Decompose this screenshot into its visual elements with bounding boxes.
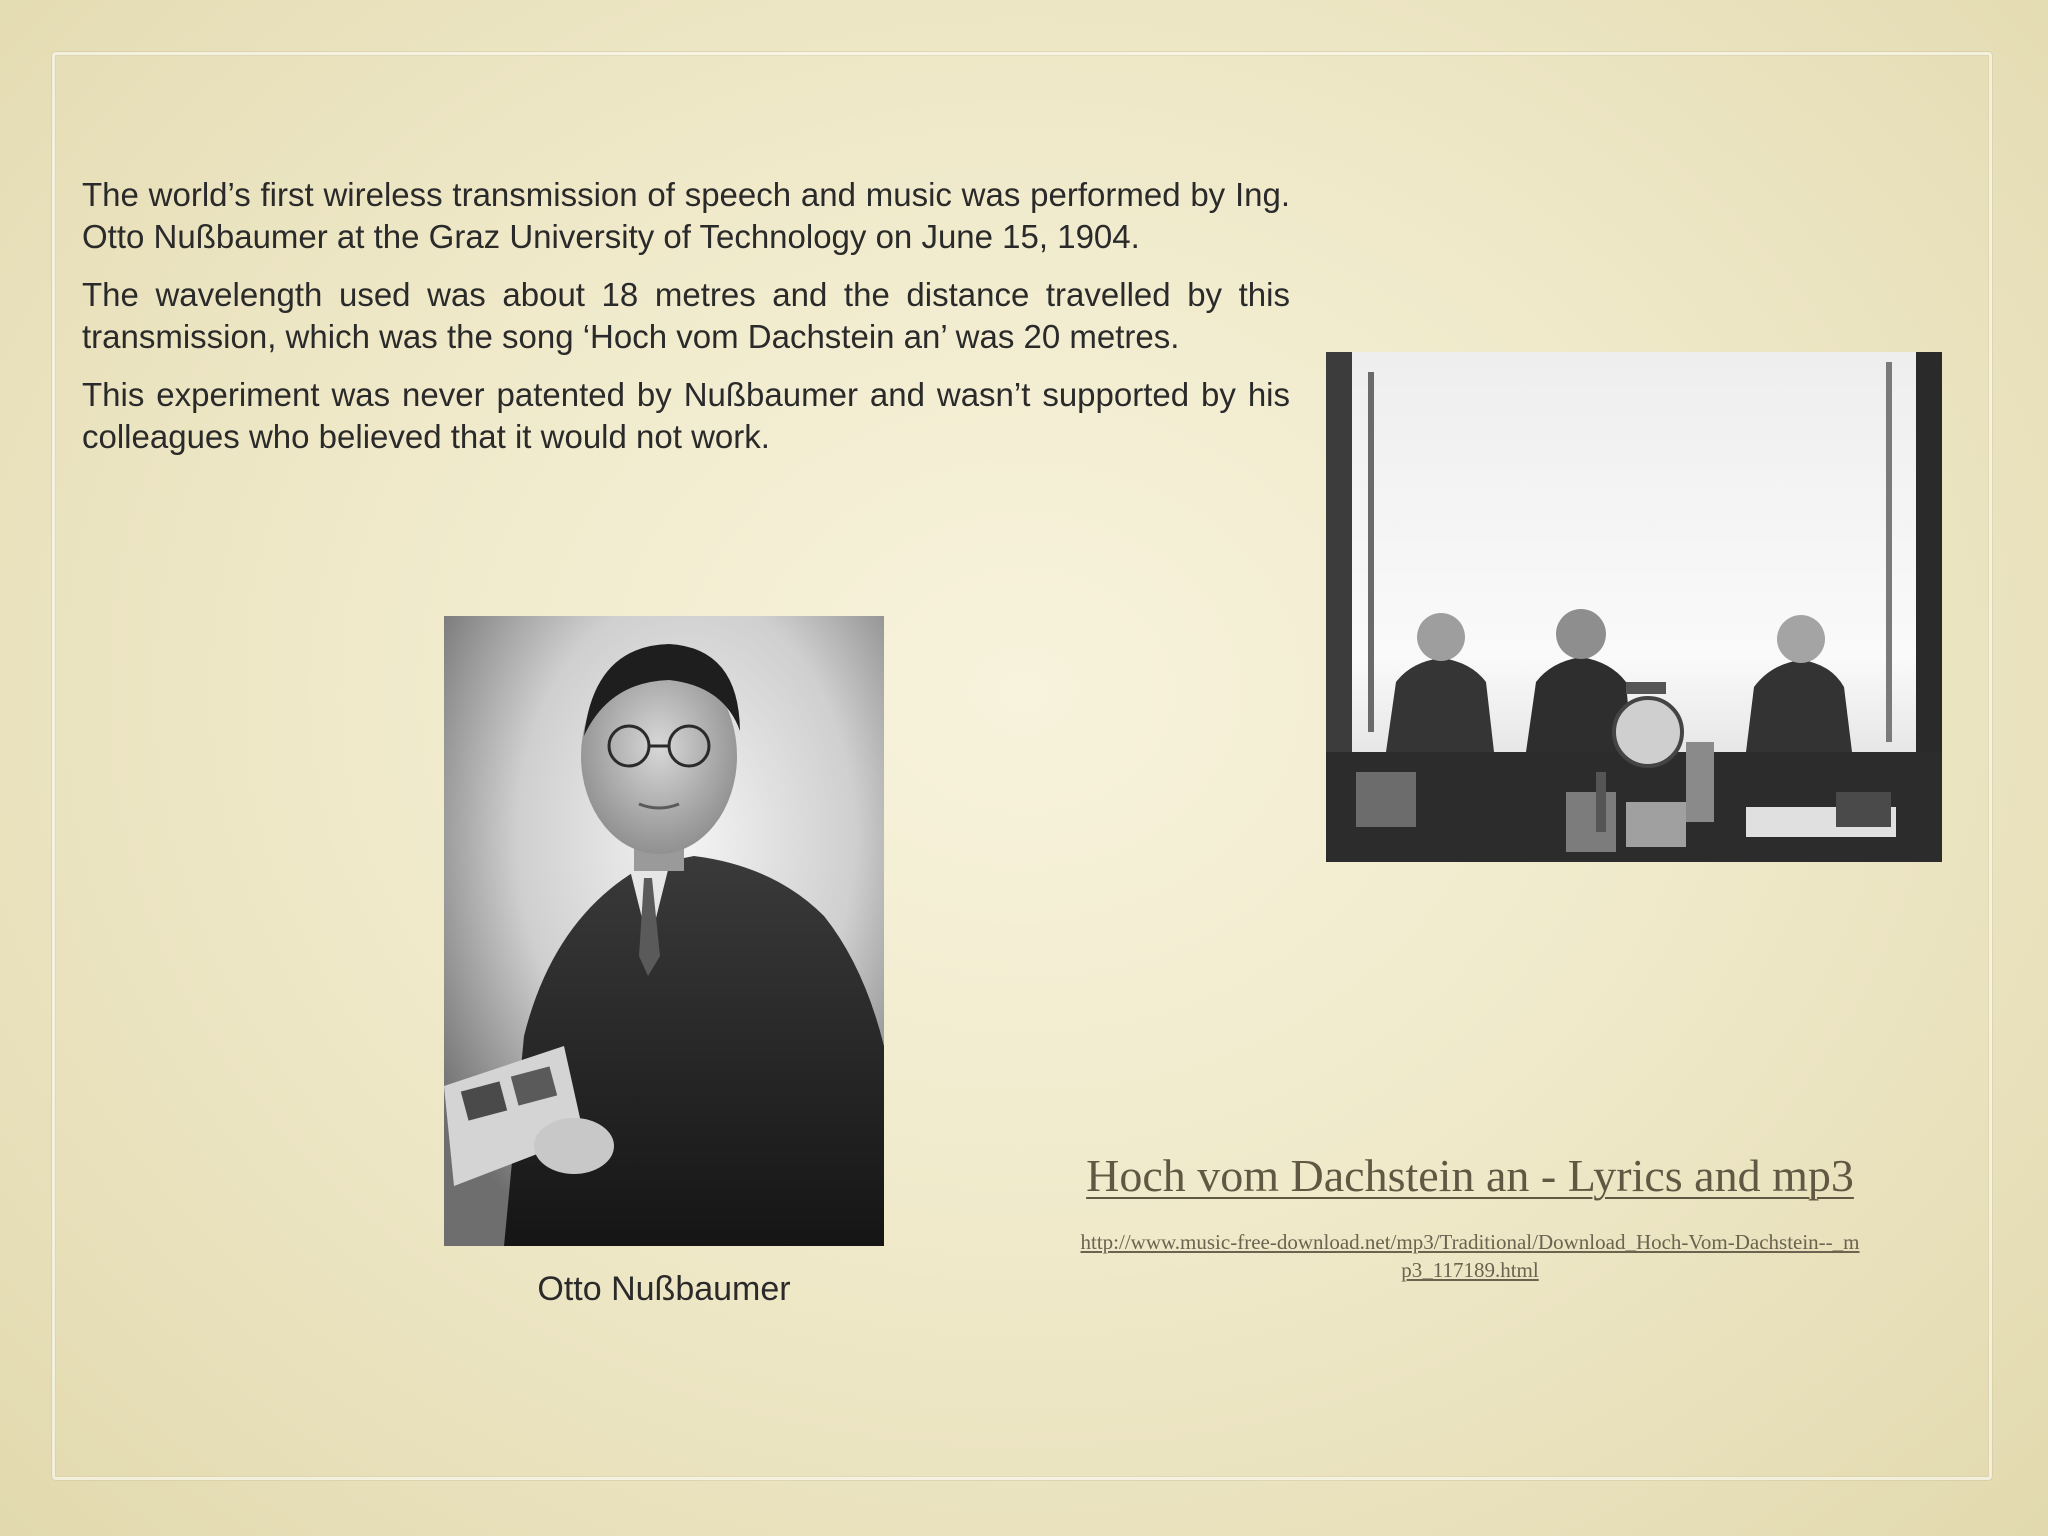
paragraph-patent: This experiment was never patented by Nußbaumer and wasn’t supported by his colleagues who believed that it would not work. [82, 376, 1290, 455]
body-text [82, 174, 1290, 474]
song-link-title[interactable]: Hoch vom Dachstein an - Lyrics and mp3 [1086, 1150, 1854, 1201]
song-link-url[interactable]: http://www.music-free-download.net/mp3/Traditional/Download_Hoch-Vom-Dachstein--_mp3_117189.html [1080, 1230, 1860, 1282]
lab-photo [1326, 352, 1942, 862]
portrait-caption: Otto Nußbaumer [537, 1270, 791, 1308]
paragraph-wavelength: The wavelength used was about 18 metres and the distance travelled by this transmission, which was the song ‘Hoch vom Dachstein an’ was 20 metres. [82, 276, 1290, 355]
portrait-photo [444, 616, 884, 1246]
paragraph-first-transmission: The world’s first wireless transmission of speech and music was performed by Ing. Otto Nußbaumer at the Graz University of Technology on June 15, 1904. [82, 176, 1290, 255]
